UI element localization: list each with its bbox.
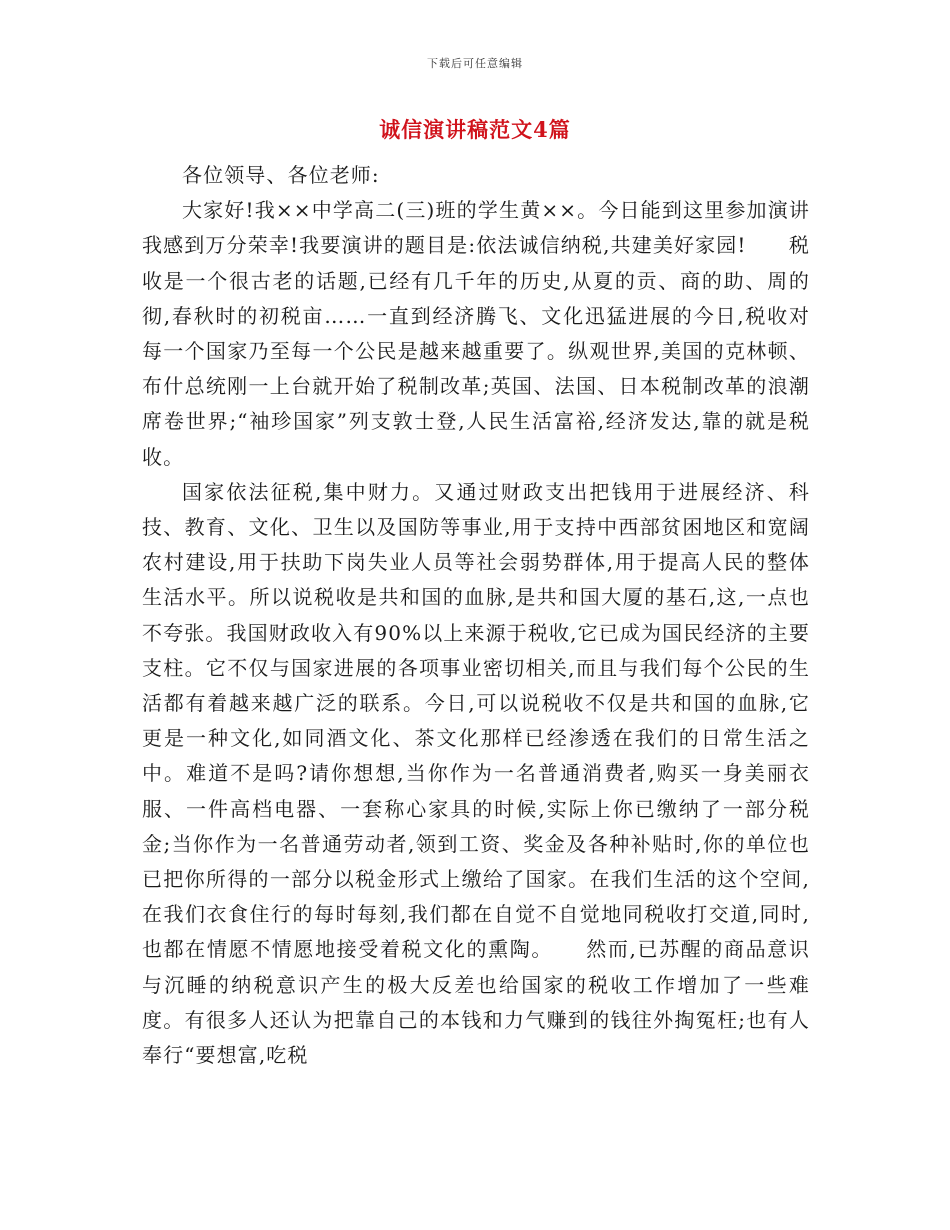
paragraph-intro: 大家好!我××中学高二(三)班的学生黄××。今日能到这里参加演讲我感到万分荣幸!我要演讲的题目是:依法诚信纳税,共建美好家园! 税收是一个很古老的话题,已经有几千年的历史,从夏的贡、商的助、周的彻,春秋时的初税亩……一直到经济腾飞、文化迅猛进展的今日,税收对每一个国家乃至每一个公民是越来越重要了。纵观世界,美国的克林顿、布什总统刚一上台就开始了税制改革;英国、法国、日本税制改革的浪潮席卷世界;“袖珍国家”列支敦士登,人民生活富裕,经济发达,靠的就是税收。 — [142, 198, 810, 469]
document-body — [142, 158, 810, 1073]
paragraph-main: 国家依法征税,集中财力。又通过财政支出把钱用于进展经济、科技、教育、文化、卫生以及国防等事业,用于支持中西部贫困地区和宽阔农村建设,用于扶助下岗失业人员等社会弱势群体,用于提高人民的整体生活水平。所以说税收是共和国的血脉,是共和国大厦的基石,这,一点也不夸张。我国财政收入有90%以上来源于税收,它已成为国民经济的主要支柱。它不仅与国家进展的各项事业密切相关,而且与我们每个公民的生活都有着越来越广泛的联系。今日,可以说税收不仅是共和国的血脉,它更是一种文化,如同酒文化、茶文化那样已经渗透在我们的日常生活之中。难道不是吗?请你想想,当你作为一名普通消费者,购买一身美丽衣服、一件高档电器、一套称心家具的时候,实际上你已缴纳了一部分税金;当你作为一名普通劳动者,领到工资、奖金及各种补贴时,你的单位也已把你所得的一部分以税金形式上缴给了国家。在我们生活的这个空间,在我们衣食住行的每时每刻,我们都在自觉不自觉地同税收打交道,同时,也都在情愿不情愿地接受着税文化的熏陶。 然而,已苏醒的商品意识与沉睡的纳税意识产生的极大反差也给国家的税收工作增加了一些难度。有很多人还认为把靠自己的本钱和力气赚到的钱往外掏冤枉;也有人奉行“要想富,吃税 — [142, 479, 810, 1068]
paragraph-salutation: 各位领导、各位老师: — [182, 163, 380, 187]
header-note: 下载后可任意编辑 — [427, 57, 523, 70]
document-title: 诚信演讲稿范文4篇 — [379, 117, 571, 142]
